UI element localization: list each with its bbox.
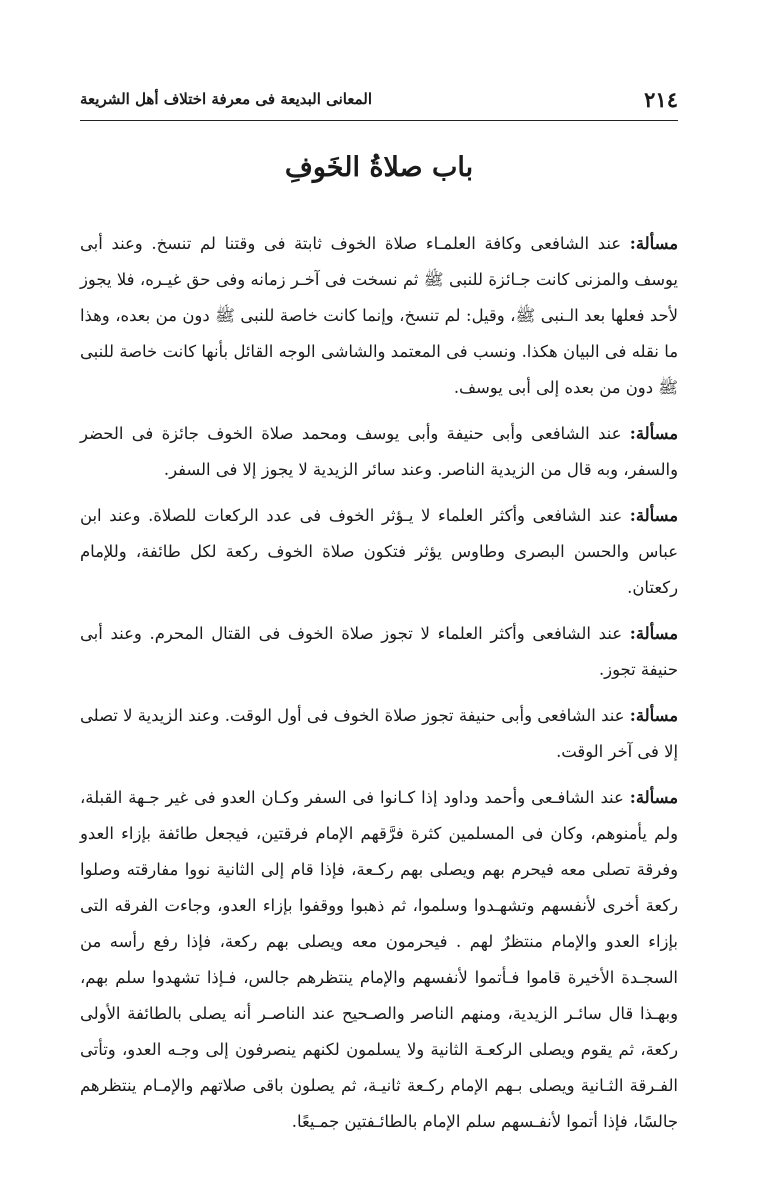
body-text	[80, 226, 678, 1150]
issue-paragraph	[80, 780, 678, 1140]
issue-text: عند الشافعى وأبى حنيفة تجوز صلاة الخوف فى أول الوقت. وعند الزيدية لا تصلى إلا فى آخر الوقت.	[80, 706, 678, 761]
issue-text: عند الشافعى وكافة العلمـاء صلاة الخوف ثابتة فى وقتنا لم تنسخ. وعند أبى يوسف والمزنى كانت جـائزة للنبى ﷺ ثم نسخت فى آخـر زمانه وفى حق غيـره، فلا يجوز لأحد فعلها بعد الـنبى ﷺ، وقيل: لم تنسخ، وإنما كانت خاصة للنبى ﷺ دون من بعده، وهذا ما نقله فى البيان هكذا. ونسب فى المعتمد والشاشى الوجه القائل بأنها كانت خاصة للنبى ﷺ دون من بعده إلى أبى يوسف.	[80, 234, 678, 397]
issue-paragraph	[80, 616, 678, 688]
issue-text: عند الشافعى وأبى حنيفة وأبى يوسف ومحمد صلاة الخوف جائزة فى الحضر والسفر، وبه قال من الزيدية الناصر. وعند سائر الزيدية لا يجوز إلا فى السفر.	[80, 424, 678, 479]
issue-text: عند الشافعى وأكثر العلماء لا تجوز صلاة الخوف فى القتال المحرم. وعند أبى حنيفة تجوز.	[80, 624, 678, 679]
issue-paragraph	[80, 698, 678, 770]
issue-keyword: مسألة:	[629, 424, 678, 443]
issue-paragraph	[80, 416, 678, 488]
issue-text: عند الشافعى وأكثر العلماء لا يـؤثر الخوف فى عدد الركعات للصلاة. وعند ابن عباس والحسن البصرى وطاوس يؤثر فتكون صلاة الخوف ركعة لكل طائفة، وللإمام ركعتان.	[80, 506, 678, 597]
page-number: ٢١٤	[644, 86, 678, 112]
issue-paragraph	[80, 226, 678, 406]
chapter-title: باب صلاةُ الخَوفِ	[284, 152, 474, 183]
issue-text: عند الشافـعى وأحمد وداود إذا كـانوا فى السفر وكـان العدو فى غير جـهة القبلة، ولم يأمنوهم، وكان فى المسلمين كثرة فرَّقهم الإمام فرقتين، فيجعل طائفة بإزاء العدو وفرقة تصلى معه فيحرم بهم ويصلى بهم ركـعة، فإذا قام إلى الثانية نووا مفارقته وصلوا ركعة أخرى لأنفسهم وتشهـدوا وسلموا، ثم ذهبوا ووقفوا بإزاء العدو، وجاءت الفرقه التى بإزاء العدو والإمام منتظرٌ لهم . فيحرمون معه ويصلى بهم ركعة، فإذا رفع رأسه من السجـدة الأخيرة قاموا فـأتموا لأنفسهم والإمام ينتظرهم جالس، فـإذا تشهدوا سلم بهم، وبهـذا قال سائـر الزيدية، ومنهم الناصر والصـحيح عند الناصـر أنه يصلى بالطائفة الأولى ركعة، ثم يقوم ويصلى الركعـة الثانية ولا يسلمون لكنهم ينصرفون إلى وجـه العدو، وتأتى الفـرقة الثـانية ويصلى بـهم الإمام ركـعة ثانيـة، ثم يصلون باقى صلاتهم والإمـام ينتظرهم جالسًا، فإذا أتموا لأنفـسهم سلم الإمام بالطائـفتين جمـيعًا.	[80, 788, 678, 1131]
issue-keyword: مسألة:	[629, 624, 678, 643]
running-title: المعانى البديعة فى معرفة اختلاف أهل الشريعة	[80, 90, 373, 108]
issue-paragraph	[80, 498, 678, 606]
issue-keyword: مسألة:	[629, 234, 678, 253]
header-rule	[80, 120, 678, 121]
issue-keyword: مسألة:	[629, 788, 678, 807]
issue-keyword: مسألة:	[629, 706, 678, 725]
page-header	[80, 86, 678, 112]
issue-keyword: مسألة:	[629, 506, 678, 525]
